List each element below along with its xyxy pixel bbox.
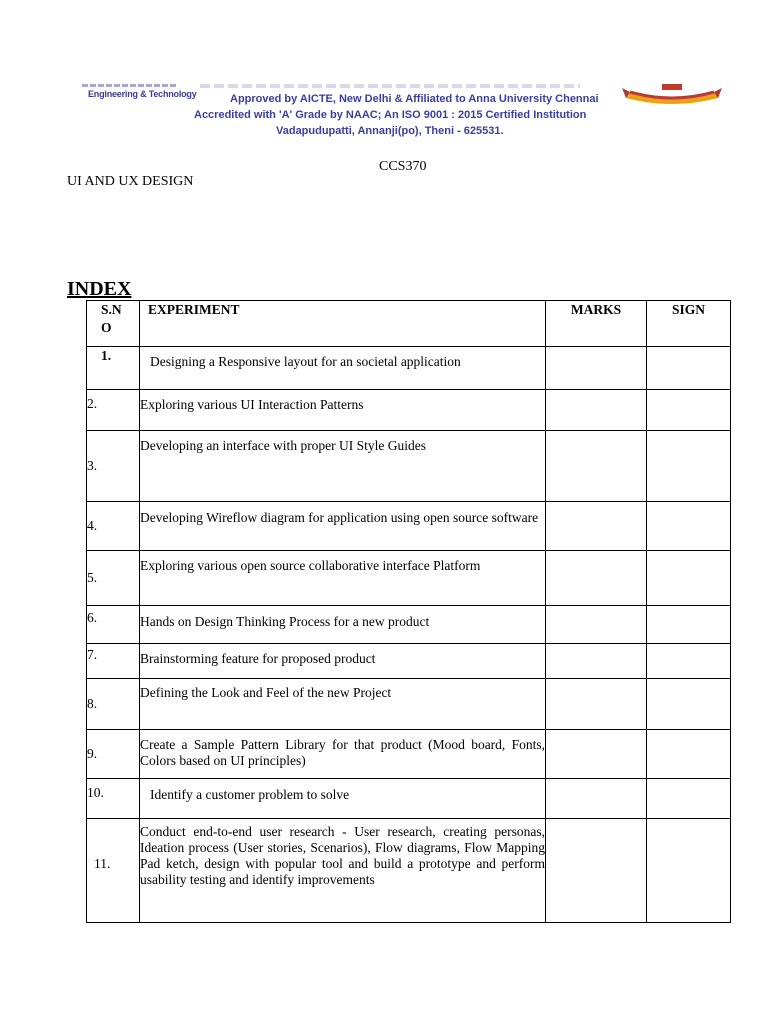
- row-number: 7.: [87, 644, 140, 679]
- college-seal-icon: [622, 84, 722, 104]
- row-experiment: Developing an interface with proper UI Style Guides: [140, 431, 546, 502]
- row-experiment: Exploring various open source collaborative interface Platform: [140, 551, 546, 606]
- row-experiment: Developing Wireflow diagram for application using open source software: [140, 502, 546, 551]
- course-code: CCS370: [379, 159, 427, 174]
- table-row: [87, 779, 731, 819]
- row-number: 3.: [87, 431, 140, 502]
- row-sign: [647, 390, 731, 431]
- row-marks: [546, 606, 647, 644]
- row-sign: [647, 347, 731, 390]
- approval-line: Approved by AICTE, New Delhi & Affiliated to Anna University Chennai: [230, 93, 599, 105]
- header-marks: MARKS: [546, 301, 647, 347]
- row-marks: [546, 551, 647, 606]
- row-sign: [647, 679, 731, 730]
- table-row: [87, 730, 731, 779]
- row-experiment: Defining the Look and Feel of the new Project: [140, 679, 546, 730]
- row-sign: [647, 644, 731, 679]
- college-logo-text: [80, 84, 197, 106]
- header-experiment: EXPERIMENT: [140, 301, 546, 347]
- row-number: 4.: [87, 502, 140, 551]
- header-sign: SIGN: [647, 301, 731, 347]
- subject-title: UI AND UX DESIGN: [67, 174, 194, 189]
- row-sign: [647, 431, 731, 502]
- row-sign: [647, 502, 731, 551]
- table-row: [87, 551, 731, 606]
- row-marks: [546, 390, 647, 431]
- row-experiment: Designing a Responsive layout for an societal application: [140, 347, 546, 390]
- row-number: 2.: [87, 390, 140, 431]
- row-sign: [647, 779, 731, 819]
- address-line: Vadapudupatti, Annanji(po), Theni - 625531.: [276, 125, 504, 137]
- college-subtitle: Engineering & Technology: [88, 89, 197, 99]
- row-number: 9.: [87, 730, 140, 779]
- index-table: [86, 300, 731, 923]
- row-experiment: Create a Sample Pattern Library for that product (Mood board, Fonts, Colors based on UI principles): [140, 730, 546, 779]
- table-row: [87, 347, 731, 390]
- table-row: [87, 431, 731, 502]
- header-sno: S.N O: [87, 301, 140, 347]
- row-experiment: Hands on Design Thinking Process for a new product: [140, 606, 546, 644]
- table-row: [87, 502, 731, 551]
- accreditation-line: Accredited with 'A' Grade by NAAC; An ISO 9001 : 2015 Certified Institution: [194, 109, 587, 121]
- row-number: 6.: [87, 606, 140, 644]
- row-sign: [647, 730, 731, 779]
- table-row: [87, 606, 731, 644]
- table-row: [87, 679, 731, 730]
- row-marks: [546, 502, 647, 551]
- cropped-college-name: [82, 84, 178, 87]
- row-experiment: Conduct end-to-end user research - User research, creating personas, Ideation process (User stories, Scenarios), Flow diagrams, Flow Mapping Pad ketch, design with popular tool and build a prototype and perform usability testing and identify improvements: [140, 819, 546, 923]
- table-row: [87, 644, 731, 679]
- row-marks: [546, 644, 647, 679]
- row-marks: [546, 679, 647, 730]
- table-row: [87, 390, 731, 431]
- row-number: 8.: [87, 679, 140, 730]
- table-row: [87, 819, 731, 923]
- row-number: 10.: [87, 779, 140, 819]
- row-marks: [546, 819, 647, 923]
- row-sign: [647, 606, 731, 644]
- row-number: 5.: [87, 551, 140, 606]
- row-number: 11.: [87, 819, 140, 923]
- row-marks: [546, 431, 647, 502]
- row-marks: [546, 347, 647, 390]
- row-sign: [647, 551, 731, 606]
- row-sign: [647, 819, 731, 923]
- row-experiment: Brainstorming feature for proposed product: [140, 644, 546, 679]
- row-experiment: Identify a customer problem to solve: [140, 779, 546, 819]
- row-experiment: Exploring various UI Interaction Patterns: [140, 390, 546, 431]
- table-header-row: [87, 301, 731, 347]
- index-heading: INDEX: [67, 278, 132, 300]
- row-marks: [546, 730, 647, 779]
- cropped-header-title: [200, 84, 580, 88]
- row-marks: [546, 779, 647, 819]
- row-number: 1.: [87, 347, 140, 390]
